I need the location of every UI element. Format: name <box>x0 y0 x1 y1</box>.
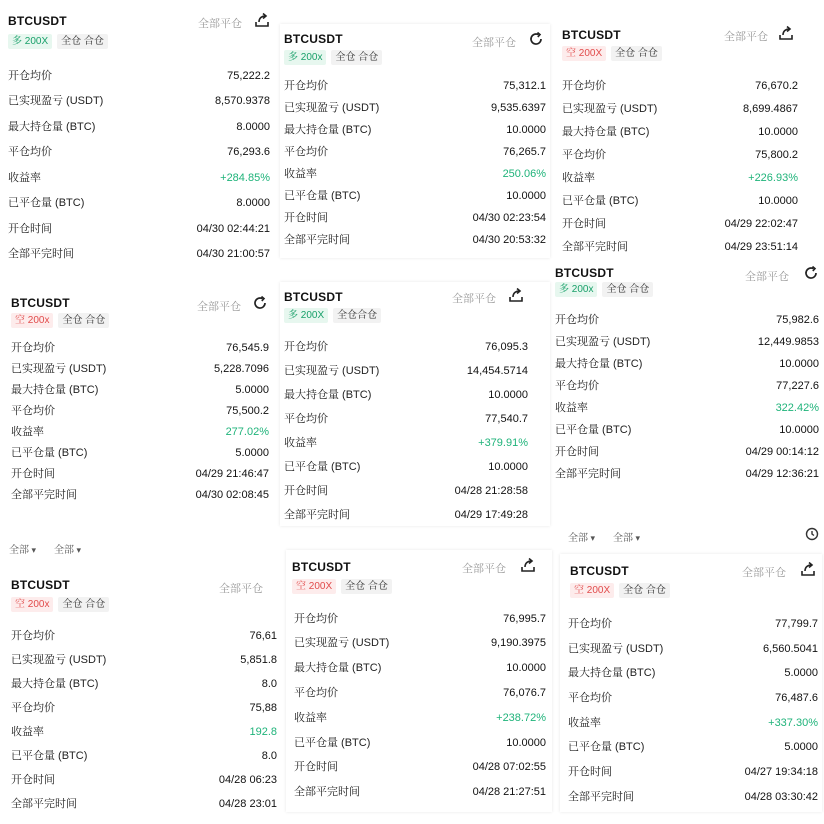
label-close-avg: 平仓均价 <box>294 687 338 699</box>
filter-dropdown[interactable]: 全部 ▾ <box>9 541 36 556</box>
share-icon[interactable] <box>778 25 794 41</box>
label-closed-qty: 已平仓量 (BTC) <box>11 447 88 459</box>
label-max-position: 最大持仓量 (BTC) <box>294 662 382 674</box>
filter-dropdown[interactable]: 全部 ▾ <box>568 529 595 544</box>
label-close-avg: 平仓均价 <box>568 692 612 704</box>
refresh-icon[interactable] <box>803 265 819 281</box>
margin-mode-tag: 全仓 合仓 <box>58 597 109 612</box>
label-max-position: 最大持仓量 (BTC) <box>555 358 643 370</box>
label-open-avg: 开仓均价 <box>568 618 612 630</box>
value-open-time: 04/28 06:23 <box>218 774 277 786</box>
label-open-avg: 开仓均价 <box>284 80 328 92</box>
position-card <box>11 292 269 508</box>
value-open-avg: 75,222.2 <box>227 70 270 82</box>
close-all-button[interactable]: 全部平仓 <box>724 31 768 43</box>
value-open-time: 04/29 22:02:47 <box>724 218 798 230</box>
label-open-time: 开仓时间 <box>284 485 328 497</box>
value-yield: +337.30% <box>768 717 818 729</box>
label-max-position: 最大持仓量 (BTC) <box>11 678 99 690</box>
label-realized-pnl: 已实现盈亏 (USDT) <box>11 654 107 666</box>
value-full-close-time: 04/29 23:51:14 <box>724 241 798 253</box>
value-full-close-time: 04/29 17:49:28 <box>454 509 528 521</box>
side-tag: 多 200X <box>8 34 52 49</box>
value-realized-pnl: 9,190.3975 <box>490 637 546 649</box>
card-header <box>11 572 277 630</box>
value-open-avg: 75,982.6 <box>776 314 819 326</box>
value-closed-qty: 8.0000 <box>236 197 270 209</box>
value-open-avg: 76,61 <box>249 630 277 642</box>
label-open-avg: 开仓均价 <box>294 613 338 625</box>
label-yield: 收益率 <box>294 712 327 724</box>
label-closed-qty: 已平仓量 (BTC) <box>555 424 632 436</box>
margin-mode-tag: 全仓 合仓 <box>602 282 653 297</box>
symbol: BTCUSDT <box>11 578 70 592</box>
margin-mode-tag: 全仓 合仓 <box>611 46 662 61</box>
value-open-avg: 76,545.9 <box>226 342 269 354</box>
symbol: BTCUSDT <box>284 290 343 304</box>
value-yield: +226.93% <box>748 172 798 184</box>
close-all-button[interactable]: 全部平仓 <box>742 567 786 579</box>
label-max-position: 最大持仓量 (BTC) <box>568 667 656 679</box>
label-realized-pnl: 已实现盈亏 (USDT) <box>8 95 104 107</box>
value-realized-pnl: 6,560.5041 <box>762 643 818 655</box>
symbol: BTCUSDT <box>8 14 67 28</box>
value-max-position: 10.0000 <box>488 389 528 401</box>
value-closed-qty: 10.0000 <box>506 737 546 749</box>
position-card <box>280 282 550 526</box>
position-card <box>560 554 822 812</box>
label-realized-pnl: 已实现盈亏 (USDT) <box>11 363 107 375</box>
filter-dropdown[interactable]: 全部 ▾ <box>54 541 81 556</box>
value-closed-qty: 10.0000 <box>779 424 819 436</box>
label-yield: 收益率 <box>568 717 601 729</box>
label-realized-pnl: 已实现盈亏 (USDT) <box>555 336 651 348</box>
label-full-close-time: 全部平完时间 <box>284 509 350 521</box>
close-all-button[interactable]: 全部平仓 <box>745 271 789 283</box>
label-closed-qty: 已平仓量 (BTC) <box>11 750 88 762</box>
label-close-avg: 平仓均价 <box>11 405 55 417</box>
label-full-close-time: 全部平完时间 <box>11 489 77 501</box>
value-closed-qty: 10.0000 <box>488 461 528 473</box>
value-max-position: 10.0000 <box>506 124 546 136</box>
value-close-avg: 75,500.2 <box>226 405 269 417</box>
value-close-avg: 77,540.7 <box>485 413 528 425</box>
value-open-time: 04/30 02:23:54 <box>472 212 546 224</box>
filter-bar <box>9 541 81 556</box>
label-close-avg: 平仓均价 <box>284 413 328 425</box>
label-max-position: 最大持仓量 (BTC) <box>284 124 372 136</box>
label-max-position: 最大持仓量 (BTC) <box>11 384 99 396</box>
value-max-position: 10.0000 <box>758 126 798 138</box>
label-realized-pnl: 已实现盈亏 (USDT) <box>562 103 658 115</box>
label-closed-qty: 已平仓量 (BTC) <box>294 737 371 749</box>
value-open-avg: 76,995.7 <box>503 613 546 625</box>
value-closed-qty: 8.0 <box>261 750 277 762</box>
value-realized-pnl: 5,851.8 <box>240 654 277 666</box>
margin-mode-tag: 全仓 合仓 <box>341 579 392 594</box>
value-closed-qty: 5.0000 <box>784 741 818 753</box>
value-open-avg: 77,799.7 <box>775 618 818 630</box>
value-max-position: 8.0000 <box>236 121 270 133</box>
margin-mode-tag: 全仓 合仓 <box>58 313 109 328</box>
close-all-button[interactable]: 全部平仓 <box>198 18 242 30</box>
card-header <box>562 554 820 612</box>
side-tag: 多 200X <box>284 308 328 323</box>
value-max-position: 8.0 <box>261 678 277 690</box>
label-closed-qty: 已平仓量 (BTC) <box>568 741 645 753</box>
value-realized-pnl: 12,449.9853 <box>757 336 819 348</box>
position-card <box>562 24 798 258</box>
value-open-avg: 76,670.2 <box>755 80 798 92</box>
value-max-position: 10.0000 <box>506 662 546 674</box>
value-yield: 250.06% <box>502 168 546 180</box>
value-max-position: 5.0000 <box>784 667 818 679</box>
label-full-close-time: 全部平完时间 <box>11 798 77 810</box>
label-realized-pnl: 已实现盈亏 (USDT) <box>568 643 664 655</box>
value-closed-qty: 5.0000 <box>235 447 269 459</box>
symbol: BTCUSDT <box>555 266 614 280</box>
label-full-close-time: 全部平完时间 <box>284 234 350 246</box>
label-yield: 收益率 <box>284 168 317 180</box>
label-max-position: 最大持仓量 (BTC) <box>8 121 96 133</box>
label-close-avg: 平仓均价 <box>11 702 55 714</box>
label-max-position: 最大持仓量 (BTC) <box>284 389 372 401</box>
label-open-time: 开仓时间 <box>8 223 52 235</box>
value-closed-qty: 10.0000 <box>758 195 798 207</box>
symbol: BTCUSDT <box>562 28 621 42</box>
label-yield: 收益率 <box>11 426 44 438</box>
value-yield: 277.02% <box>225 426 269 438</box>
position-card <box>8 10 270 272</box>
value-open-time: 04/28 21:28:58 <box>454 485 528 497</box>
symbol: BTCUSDT <box>570 564 629 578</box>
label-yield: 收益率 <box>555 402 588 414</box>
label-open-avg: 开仓均价 <box>11 630 55 642</box>
label-full-close-time: 全部平完时间 <box>568 791 634 803</box>
side-tag: 空 200x <box>11 313 53 328</box>
refresh-icon[interactable] <box>528 31 544 47</box>
value-realized-pnl: 5,228.7096 <box>213 363 269 375</box>
card-header <box>292 550 546 608</box>
share-icon[interactable] <box>254 12 270 28</box>
label-open-time: 开仓时间 <box>294 761 338 773</box>
card-header <box>562 24 798 82</box>
label-yield: 收益率 <box>562 172 595 184</box>
close-all-button[interactable]: 全部平仓 <box>462 563 506 575</box>
label-yield: 收益率 <box>284 437 317 449</box>
label-open-time: 开仓时间 <box>555 446 599 458</box>
label-open-avg: 开仓均价 <box>562 80 606 92</box>
close-all-button[interactable]: 全部平仓 <box>219 583 263 595</box>
side-tag: 空 200x <box>11 597 53 612</box>
share-icon[interactable] <box>520 557 536 573</box>
margin-mode-tag: 全仓 合仓 <box>619 583 670 598</box>
label-open-time: 开仓时间 <box>568 766 612 778</box>
refresh-icon[interactable] <box>252 295 268 311</box>
label-close-avg: 平仓均价 <box>555 380 599 392</box>
side-tag: 多 200x <box>284 50 326 65</box>
position-card <box>11 572 277 812</box>
card-header <box>284 24 546 82</box>
clock-icon[interactable] <box>805 527 819 541</box>
label-open-avg: 开仓均价 <box>8 70 52 82</box>
value-open-time: 04/28 07:02:55 <box>472 761 546 773</box>
filter-bar <box>568 529 640 544</box>
value-full-close-time: 04/29 12:36:21 <box>745 468 819 480</box>
value-open-time: 04/29 00:14:12 <box>745 446 819 458</box>
side-tag: 空 200X <box>570 583 614 598</box>
symbol: BTCUSDT <box>11 296 70 310</box>
symbol: BTCUSDT <box>292 560 351 574</box>
label-open-avg: 开仓均价 <box>555 314 599 326</box>
close-all-button[interactable]: 全部平仓 <box>452 293 496 305</box>
value-full-close-time: 04/28 21:27:51 <box>472 786 546 798</box>
value-realized-pnl: 8,699.4867 <box>742 103 798 115</box>
value-realized-pnl: 14,454.5714 <box>466 365 528 377</box>
label-full-close-time: 全部平完时间 <box>294 786 360 798</box>
label-closed-qty: 已平仓量 (BTC) <box>284 461 361 473</box>
value-close-avg: 77,227.6 <box>776 380 819 392</box>
value-open-time: 04/30 02:44:21 <box>196 223 270 235</box>
value-full-close-time: 04/30 02:08:45 <box>195 489 269 501</box>
value-close-avg: 76,076.7 <box>503 687 546 699</box>
value-close-avg: 75,88 <box>249 702 277 714</box>
margin-mode-tag: 全仓合仓 <box>333 308 381 323</box>
value-open-avg: 76,095.3 <box>485 341 528 353</box>
label-full-close-time: 全部平完时间 <box>8 248 74 260</box>
value-close-avg: 75,800.2 <box>755 149 798 161</box>
close-all-button[interactable]: 全部平仓 <box>472 37 516 49</box>
value-full-close-time: 04/30 20:53:32 <box>472 234 546 246</box>
label-realized-pnl: 已实现盈亏 (USDT) <box>284 102 380 114</box>
side-tag: 多 200x <box>555 282 597 297</box>
label-full-close-time: 全部平完时间 <box>555 468 621 480</box>
label-open-time: 开仓时间 <box>11 774 55 786</box>
label-open-avg: 开仓均价 <box>284 341 328 353</box>
label-yield: 收益率 <box>8 172 41 184</box>
label-yield: 收益率 <box>11 726 44 738</box>
value-max-position: 5.0000 <box>235 384 269 396</box>
value-full-close-time: 04/30 21:00:57 <box>196 248 270 260</box>
margin-mode-tag: 全仓 合仓 <box>331 50 382 65</box>
label-closed-qty: 已平仓量 (BTC) <box>8 197 85 209</box>
value-yield: 192.8 <box>249 726 277 738</box>
value-open-time: 04/29 21:46:47 <box>195 468 269 480</box>
symbol: BTCUSDT <box>284 32 343 46</box>
value-realized-pnl: 8,570.9378 <box>214 95 270 107</box>
label-realized-pnl: 已实现盈亏 (USDT) <box>284 365 380 377</box>
label-realized-pnl: 已实现盈亏 (USDT) <box>294 637 390 649</box>
side-tag: 空 200X <box>292 579 336 594</box>
value-closed-qty: 10.0000 <box>506 190 546 202</box>
label-closed-qty: 已平仓量 (BTC) <box>284 190 361 202</box>
value-close-avg: 76,487.6 <box>775 692 818 704</box>
value-max-position: 10.0000 <box>779 358 819 370</box>
label-open-time: 开仓时间 <box>11 468 55 480</box>
label-close-avg: 平仓均价 <box>284 146 328 158</box>
close-all-button[interactable]: 全部平仓 <box>197 301 241 313</box>
share-icon[interactable] <box>800 561 816 577</box>
value-yield: +379.91% <box>478 437 528 449</box>
share-icon[interactable] <box>508 287 524 303</box>
margin-mode-tag: 全仓 合仓 <box>57 34 108 49</box>
value-full-close-time: 04/28 23:01 <box>218 798 277 810</box>
label-closed-qty: 已平仓量 (BTC) <box>562 195 639 207</box>
value-open-time: 04/27 19:34:18 <box>744 766 818 778</box>
value-open-avg: 75,312.1 <box>503 80 546 92</box>
position-card <box>555 262 819 484</box>
side-tag: 空 200X <box>562 46 606 61</box>
value-close-avg: 76,293.6 <box>227 146 270 158</box>
value-full-close-time: 04/28 03:30:42 <box>744 791 818 803</box>
label-open-time: 开仓时间 <box>562 218 606 230</box>
value-yield: 322.42% <box>775 402 819 414</box>
filter-dropdown[interactable]: 全部 ▾ <box>613 529 640 544</box>
value-close-avg: 76,265.7 <box>503 146 546 158</box>
card-header <box>284 282 546 340</box>
value-realized-pnl: 9,535.6397 <box>490 102 546 114</box>
label-close-avg: 平仓均价 <box>8 146 52 158</box>
value-yield: +284.85% <box>220 172 270 184</box>
label-full-close-time: 全部平完时间 <box>562 241 628 253</box>
value-yield: +238.72% <box>496 712 546 724</box>
label-open-avg: 开仓均价 <box>11 342 55 354</box>
label-open-time: 开仓时间 <box>284 212 328 224</box>
label-max-position: 最大持仓量 (BTC) <box>562 126 650 138</box>
card-header <box>8 10 270 68</box>
position-card <box>280 24 550 258</box>
position-card <box>286 550 552 812</box>
label-close-avg: 平仓均价 <box>562 149 606 161</box>
